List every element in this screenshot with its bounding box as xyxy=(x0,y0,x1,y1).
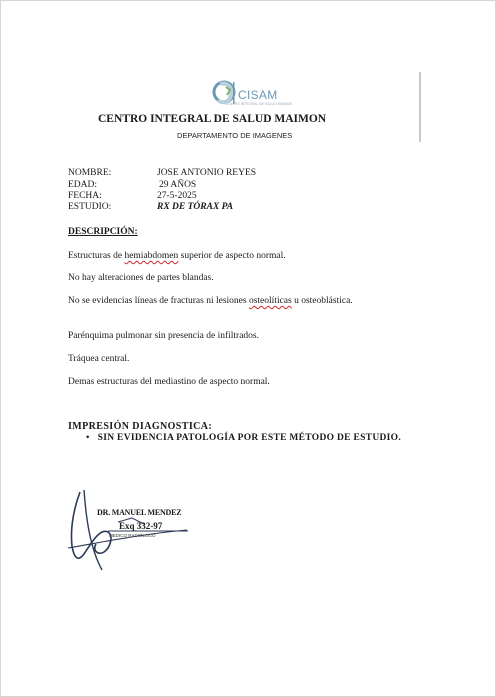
paragraph-text: superior de aspecto normal. xyxy=(178,251,286,261)
name-label: NOMBRE: xyxy=(68,168,112,178)
description-paragraph-5: Tráquea central. xyxy=(68,354,130,364)
department-name: DEPARTAMENTO DE IMAGENES xyxy=(177,131,293,140)
description-paragraph-6: Demas estructuras del mediastino de aspecto normal. xyxy=(68,377,270,387)
logo-text: CISAM xyxy=(238,88,278,102)
age-label: EDAD: xyxy=(68,180,98,190)
margin-divider xyxy=(419,72,421,142)
date-label: FECHA: xyxy=(68,191,102,201)
doctor-name: DR. MANUEL MENDEZ xyxy=(97,508,182,517)
bullet-icon: • xyxy=(86,433,90,443)
description-paragraph-1 xyxy=(68,250,398,262)
paragraph-text: No se evidencias líneas de fracturas ni lesiones xyxy=(68,296,249,306)
doctor-role: MEDICO RADIÓLOGO xyxy=(109,533,156,538)
doctor-exequatur: Exq 332-97 xyxy=(119,521,163,531)
date-value: 27-5-2025 xyxy=(157,191,197,201)
study-label: ESTUDIO: xyxy=(68,202,112,212)
impression-item-text: SIN EVIDENCIA PATOLOGÍA POR ESTE MÉTODO DE ESTUDIO. xyxy=(97,433,401,443)
description-paragraph-4: Parénquima pulmonar sin presencia de infiltrados. xyxy=(68,331,260,341)
logo-subtitle: CENTRO INTEGRAL DE SALUD MAIMON xyxy=(225,102,292,106)
spellcheck-flagged-word: hemiabdomen xyxy=(124,251,179,261)
name-value: JOSE ANTONIO REYES xyxy=(157,168,257,178)
description-heading: DESCRIPCIÓN: xyxy=(68,227,138,237)
description-paragraph-3 xyxy=(68,295,398,307)
impression-item xyxy=(86,433,401,443)
paragraph-text: u osteoblástica. xyxy=(291,296,353,306)
organization-name: CENTRO INTEGRAL DE SALUD MAIMON xyxy=(98,113,327,125)
impression-title: IMPRESIÓN DIAGNOSTICA: xyxy=(68,421,213,432)
spellcheck-flagged-word: osteolíticas xyxy=(248,296,292,306)
study-value: RX DE TÓRAX PA xyxy=(157,202,234,212)
paragraph-text: Estructuras de xyxy=(68,251,125,261)
description-paragraph-2: No hay alteraciones de partes blandas. xyxy=(68,273,214,283)
age-value: 29 AÑOS xyxy=(159,180,197,190)
